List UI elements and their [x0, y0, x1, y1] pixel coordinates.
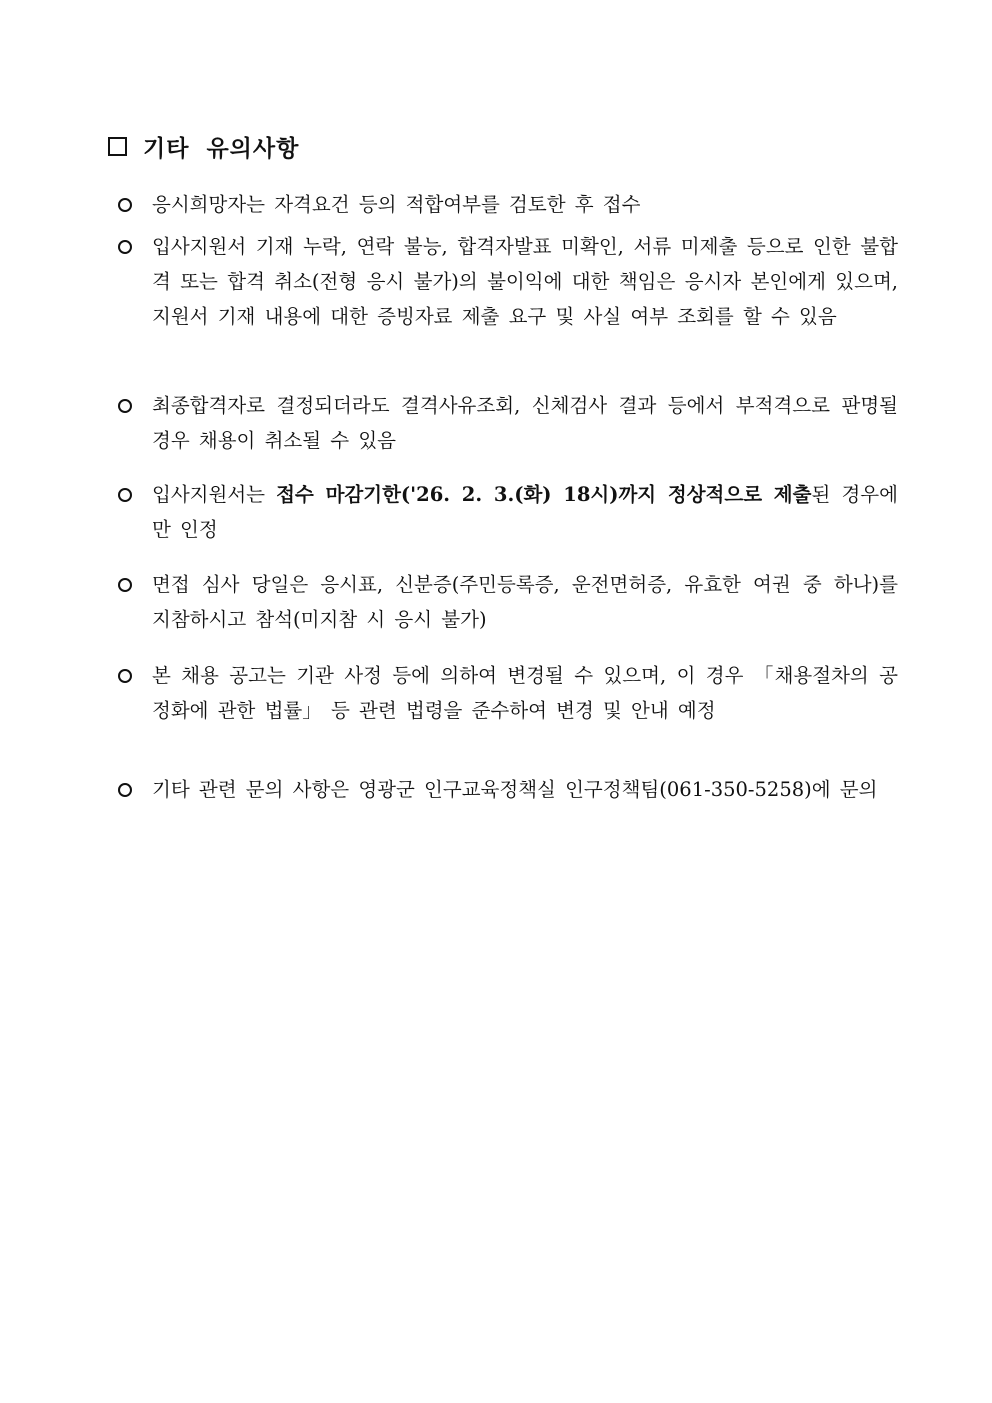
list-item [118, 477, 898, 547]
item-text: 응시희망자는 자격요건 등의 적합여부를 검토한 후 접수 [152, 193, 641, 216]
list-item [118, 388, 898, 458]
circle-bullet-icon [118, 658, 142, 693]
empty-square-icon [108, 137, 127, 156]
item-text: 입사지원서 기재 누락, 연락 불능, 합격자발표 미확인, 서류 미제출 등으로 인한 불합격 또는 합격 취소(전형 응시 불가)의 불이익에 대한 책임은 응시자 본인에게 있으며, 지원서 기재 내용에 대한 증빙자료 제출 요구 및 사실 여부 조회를 할 수 있음 [152, 235, 898, 328]
list-item [118, 567, 898, 637]
item-text: 최종합격자로 결정되더라도 결격사유조회, 신체검사 결과 등에서 부적격으로 판명될 경우 채용이 취소될 수 있음 [152, 394, 898, 452]
item-text-before: 입사지원서는 [152, 483, 277, 506]
circle-bullet-icon [118, 187, 142, 222]
circle-bullet-icon [118, 772, 142, 807]
list-item [118, 229, 898, 334]
list-item [118, 187, 898, 222]
circle-bullet-icon [118, 229, 142, 264]
item-text: 본 채용 공고는 기관 사정 등에 의하여 변경될 수 있으며, 이 경우 「채용절차의 공정화에 관한 법률」 등 관련 법령을 준수하여 변경 및 안내 예정 [152, 664, 898, 722]
circle-bullet-icon [118, 567, 142, 602]
section-header [108, 128, 299, 164]
list-item [118, 772, 898, 807]
item-text: 면접 심사 당일은 응시표, 신분증(주민등록증, 운전면허증, 유효한 여권 중 하나)를 지참하시고 참석(미지참 시 응시 불가) [152, 573, 898, 631]
item-text: 기타 관련 문의 사항은 영광군 인구교육정책실 인구정책팀(061-350-5258)에 문의 [152, 778, 878, 801]
deadline-emphasis: 접수 마감기한('26. 2. 3.(화) 18시)까지 정상적으로 제출 [276, 483, 812, 506]
section-title: 기타 유의사항 [143, 135, 300, 162]
list-item [118, 658, 898, 728]
item-text [152, 477, 898, 547]
circle-bullet-icon [118, 388, 142, 423]
circle-bullet-icon [118, 477, 142, 512]
item-text-after: 된 경우에만 인정 [152, 483, 898, 541]
